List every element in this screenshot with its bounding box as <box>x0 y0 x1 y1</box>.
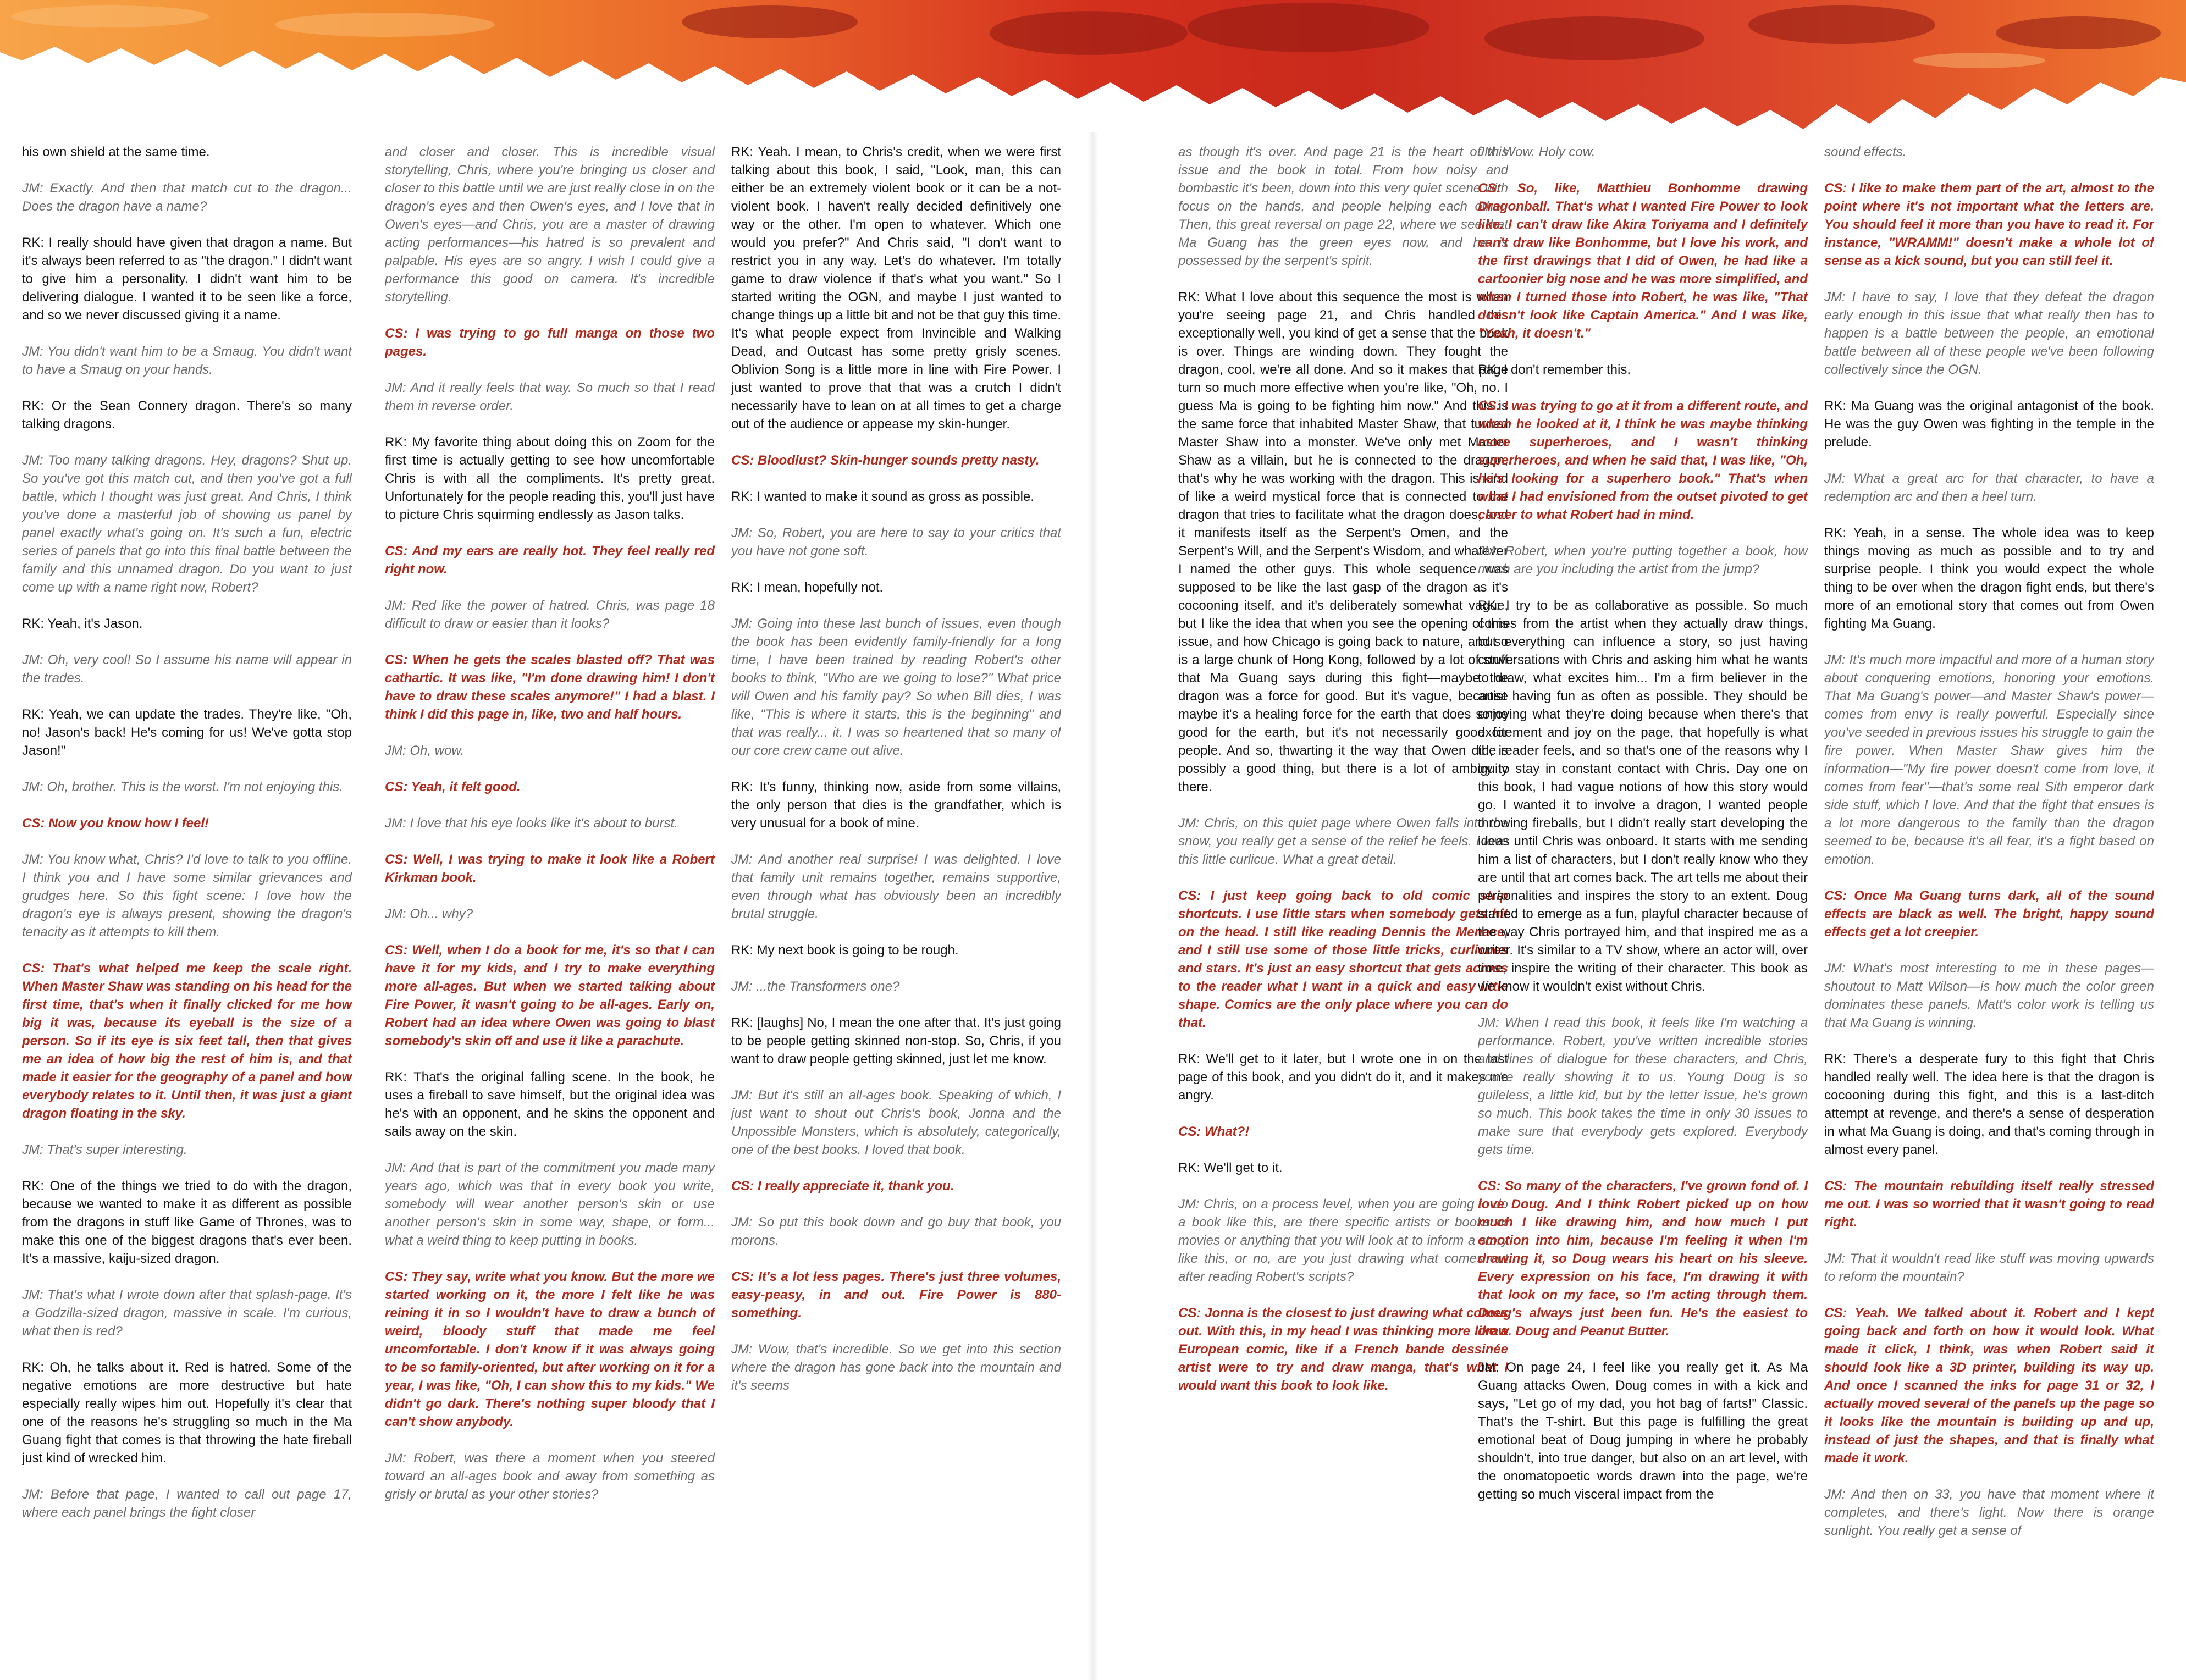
interview-paragraph: JM: And it really feels that way. So much so that I read them in reverse order. <box>385 380 715 413</box>
interview-paragraph: RK: I try to be as collaborative as possible. So much comes from the artist when they actually draw things, but everything can influence a story, so just having conversations with Chris and asking him what he wants to draw, what excites him... I'm a firm believer in the artist having fun as often as possible. They should be enjoying what they're doing because when there's that excitement and joy on the page, that hopefully is what the reader feels, and so that's one of the reasons why I try to stay in constant contact with Chris. Day one on this book, I had vague notions of how this story would go. I wanted it to involve a dragon, I wanted people throwing fireballs, but I didn't really start developing the ideas until Chris was onboard. It starts with me sending him a list of characters, but I don't really know who they are until that art comes back. The art tells me about their personalities and inspires the story to an extent. Doug started to emerge as a fun, playful character because of the way Chris portrayed him, and that inspired me as a writer. It's similar to a TV show, where an actor will, over time, inspire the writing of their character. This book as we know it wouldn't exist without Chris. <box>1478 598 1808 994</box>
interview-paragraph: RK: Yeah, in a sense. The whole idea was to keep things moving as much as possible and to try and surprise people. I think you would expect the whole thing to be over when the dragon fight ends, but there's more of an emotional story that comes out from Owen fighting Ma Guang. <box>1824 526 2154 631</box>
interview-paragraph: CS: It's a lot less pages. There's just three volumes, easy-peasy, in and out. Fire Power is 880-something. <box>731 1269 1061 1320</box>
interview-paragraph: RK: We'll get to it. <box>1178 1160 1283 1175</box>
right-page <box>1093 132 2186 1680</box>
interview-paragraph: JM: Going into these last bunch of issues, even though the book has been evidently family-friendly for a long time, I have been trained by reading Robert's other books to think, "Who are we going to lose?" What price will Owen and his family pay? So when Bill dies, I was like, "This is where it starts, this is the beginning" and that was really... it. I was so heartened that so many of our core crew came out alive. <box>731 616 1061 758</box>
interview-paragraph: RK: [laughs] No, I mean the one after that. It's just going to be people getting skinned non-stop. So, Chris, if you want to draw people getting skinned, just let me know. <box>731 1015 1061 1066</box>
interview-paragraph: RK: Yeah. I mean, to Chris's credit, when we were first talking about this book, I said, "Look, man, this can either be an extremely violent book or it can be a not-violent book. I haven't really decided definitively one way or the other. I'm open to whatever. Which one would you prefer?" And Chris said, "I don't want to restrict you in any way. Let's do whatever. I'm totally game to draw violence if that's what you want." So I started writing the OGN, and maybe I just wanted to change things up a little bit and not be that guy this time. It's what people expect from Invincible and Walking Dead, and Outcast has some pretty grisly scenes. Oblivion Song is a little more in line with Fire Power. I just wanted to prove that that was a crutch I didn't necessarily have to lean on at all times to get a charge out of the audience or appease my skin-hunger. <box>731 145 1061 432</box>
interview-paragraph: JM: Too many talking dragons. Hey, dragons? Shut up. So you've got this match cut, and then you've got a full battle, which I thought was just great. And Chris, I think you've done a masterful job of showing us panel by panel exactly what's going on. It's such a fun, electric series of panels that go into this final battle between the family and this unnamed dragon. Do you want to just come up with a name right now, Robert? <box>22 453 352 595</box>
interview-paragraph: JM: Oh... why? <box>385 907 473 921</box>
interview-paragraph: JM: Oh, very cool! So I assume his name will appear in the trades. <box>22 653 352 686</box>
interview-paragraph: and closer and closer. This is incredible visual storytelling, Chris, where you're bringing us closer and closer to this battle until we are just really close in on the dragon's eyes and then Owen's eyes, and I love that in Owen's eyes—and Chris, you are a master of drawing acting performances—his hatred is so prevalent and palpable. His eyes are so angry. I wish I could give a performance this good on camera. It's incredible storytelling. <box>385 145 715 305</box>
interview-paragraph: RK: It's funny, thinking now, aside from some villains, the only person that dies is the grandfather, which is very unusual for a book of mine. <box>731 780 1061 831</box>
interview-paragraph: CS: Bloodlust? Skin-hunger sounds pretty nasty. <box>731 453 1040 468</box>
interview-paragraph: JM: Chris, on a process level, when you are going to do a book like this, are there specific artists or books or movies or anything that you will look at to inform a story like this, or no, are you just drawing what comes out after reading Robert's scripts? <box>1178 1197 1508 1284</box>
interview-paragraph: CS: The mountain rebuilding itself really stressed me out. I was so worried that it wasn't going to read right. <box>1824 1179 2154 1230</box>
interview-paragraph: JM: Robert, when you're putting together a book, how much are you including the artist from the jump? <box>1478 544 1808 577</box>
interview-paragraph: CS: That's what helped me keep the scale right. When Master Shaw was standing on his head for the first time, that's when it finally clicked for me how big it was, because its eyeball is the size of a person. So if its eye is six feet tall, then that gives me an idea of how big the rest of him is, and that made it easier for the geography of a panel and how everybody relates to it. Until then, it was just a giant dragon floating in the sky. <box>22 961 352 1121</box>
interview-paragraph: JM: Red like the power of hatred. Chris, was page 18 difficult to draw or easier than it looks? <box>385 598 715 631</box>
interview-paragraph: JM: And then on 33, you have that moment where it completes, and there's light. Now there is orange sunlight. You really get a sense of <box>1824 1487 2154 1538</box>
interview-paragraph: CS: Yeah, it felt good. <box>385 780 521 794</box>
interview-paragraph: CS: Well, I was trying to make it look like a Robert Kirkman book. <box>385 852 715 885</box>
interview-paragraph: JM: ...the Transformers one? <box>731 979 900 994</box>
interview-paragraph: JM: And that is part of the commitment you made many years ago, which was that in every book you write, somebody will wear another person's skin or use another person's skin in some way, shape, or form... what a weird thing to keep putting in books. <box>385 1160 715 1248</box>
interview-paragraph: RK: My next book is going to be rough. <box>731 943 959 958</box>
interview-paragraph: JM: It's much more impactful and more of a human story about conquering emotions, honoring your emotions. That Ma Guang's power—and Master Shaw's power—comes from envy is really powerful. Especially since you've seeded in previous issues his struggle to gain the fire power. When Master Shaw gives him the information—"My fire power doesn't come from love, it comes from fear"—that's some real Sith emperor dark side stuff, which I love. And that the fight that ensues is a lot more dangerous to the family than the dragon seemed to be, because it's all fear, it's a fight based on emotion. <box>1824 653 2154 867</box>
interview-paragraph: CS: I was trying to go full manga on those two pages. <box>385 326 715 359</box>
interview-paragraph: RK: My favorite thing about doing this on Zoom for the first time is actually getting to see how uncomfortable Chris is with all the compliments. It's pretty great. Unfortunately for the people reading this, you'll just have to picture Chris squirming endlessly as Jason talks. <box>385 435 715 522</box>
interview-paragraph: RK: We'll get to it later, but I wrote one in on the last page of this book, and you didn't do it, and it makes me angry. <box>1178 1052 1508 1103</box>
interview-paragraph: RK: Yeah, it's Jason. <box>22 616 143 631</box>
interview-paragraph: JM: Before that page, I wanted to call out page 17, where each panel brings the fight closer <box>22 1487 352 1520</box>
interview-paragraph: RK: I mean, hopefully not. <box>731 580 884 595</box>
text-column-5 <box>1478 143 1808 1671</box>
interview-paragraph: RK: There's a desperate fury to this fight that Chris handled really well. The idea here is that the dragon is cocooning during this fight, and this is a last-ditch attempt at revenge, and there's a sense of desperation in what Ma Guang is doing, and that's coming through in almost every panel. <box>1824 1052 2154 1157</box>
interview-paragraph: CS: So, like, Matthieu Bonhomme drawing Dragonball. That's what I wanted Fire Power to look like. I can't draw like Akira Toriyama and I definitely can't draw like Bonhomme, but I love his work, and the first drawings that I did of Owen, he had like a cartoonier big nose and he was more simplified, and when I turned those into Robert, he was like, "That doesn't look like Captain America." And I was like, "Yeah, it doesn't." <box>1478 181 1808 341</box>
interview-paragraph: CS: I just keep going back to old comic strip shortcuts. I use little stars when somebody gets hit on the head. I still like reading Dennis the Menace, and I still use some of those little tricks, curlicues and stars. It's just an easy shortcut that gets across to the reader what I want in a quick and easy little shape. Comics are the only place where you can do that. <box>1178 888 1508 1030</box>
decorative-fire-banner <box>0 0 2186 132</box>
interview-paragraph: JM: That it wouldn't read like stuff was moving upwards to reform the mountain? <box>1824 1251 2154 1284</box>
interview-paragraph: JM: I have to say, I love that they defeat the dragon early enough in this issue that what really then has to happen is a battle between the people, an emotional battle between all of these people we've been following collectively since the OGN. <box>1824 290 2154 377</box>
interview-paragraph: CS: I really appreciate it, thank you. <box>731 1179 954 1193</box>
text-column-2 <box>385 143 715 1671</box>
interview-paragraph: sound effects. <box>1824 145 1907 159</box>
interview-paragraph: JM: But it's still an all-ages book. Speaking of which, I just want to shout out Chris's book, Jonna and the Unpossible Monsters, which is absolutely, categorically, one of the best books. I loved that book. <box>731 1088 1061 1157</box>
interview-paragraph: CS: Once Ma Guang turns dark, all of the sound effects are black as well. The bright, happy sound effects get a lot creepier. <box>1824 888 2154 940</box>
interview-paragraph: JM: When I read this book, it feels like I'm watching a performance. Robert, you've written incredible stories and lines of dialogue for these characters, and Chris, you're really showing it to us. Young Doug is so guileless, a little kid, but by the letter issue, he's grown so much. This book takes the time in only 30 issues to make sure that everybody gets explored. Everybody gets time. <box>1478 1015 1808 1157</box>
text-column-4 <box>1178 143 1508 1671</box>
interview-paragraph: RK: One of the things we tried to do with the dragon, because we wanted to make it as different as possible from the dragons in stuff like Game of Thrones, was to make this one of the biggest dragons that's ever been. It's a massive, kaiju-sized dragon. <box>22 1179 352 1266</box>
interview-paragraph: RK: What I love about this sequence the most is when you're seeing page 21, and Chris handled this exceptionally well, you kind of get a sense that the book is over. Things are winding down. They fought the dragon, cool, we're all done. And so it makes that page turn so much more effective when you're like, "Oh, no. I guess Ma is going to be fighting him now." And this is the same force that inhabited Master Shaw, that turned Master Shaw into a monster. We've only met Master Shaw as a villain, but he is connected to the dragon, that's why he was working with the dragon. This is kind of like a weird mystical force that is connected to the dragon that tries to facilitate what the dragon does, and it manifests itself as the Serpent's Omen, and the Serpent's Will, and the Serpent's Wisdom, and whatever I named the other guys. This whole sequence was supposed to be like the last gasp of the dragon as it's cocooning itself, and it's deliberately somewhat vague, but I like the idea that when you see the opening of this issue, and how Chicago is going back to nature, and so is a large chunk of Hong Kong, followed by a lot of stuff that Ma Guang says during this fight—maybe the dragon was a force for good. But it's vague, because maybe it's a healing force for the earth that does some good for the earth, but it's not necessarily good for people. And so, thwarting it the way that Owen did, is possibly a good thing, but there is a lot of ambiguity there. <box>1178 290 1508 794</box>
text-column-6 <box>1824 143 2154 1671</box>
interview-paragraph: RK: That's the original falling scene. In the book, he uses a fireball to save himself, but the original idea was he's with an opponent, and he skins the opponent and sails away on the skin. <box>385 1070 715 1139</box>
interview-paragraph: JM: That's what I wrote down after that splash-page. It's a Godzilla-sized dragon, massive in scale. I'm curious, what then is red? <box>22 1287 352 1339</box>
interview-paragraph: JM: Robert, was there a moment when you steered toward an all-ages book and away from something as grisly or brutal as your other stories? <box>385 1451 715 1502</box>
interview-paragraph: JM: Chris, on this quiet page where Owen falls into the snow, you really get a sense of the relief he feels. I love this little curlicue. What a great detail. <box>1178 816 1508 867</box>
interview-paragraph: RK: Ma Guang was the original antagonist of the book. He was the guy Owen was fighting in the temple in the prelude. <box>1824 399 2154 450</box>
interview-paragraph: JM: What's most interesting to me in these pages—shoutout to Matt Wilson—is how much the color green dominates these panels. Matt's color work is telling us that Ma Guang is winning. <box>1824 961 2154 1030</box>
interview-paragraph: as though it's over. And page 21 is the heart of this issue and the book in total. From how noisy and bombastic it's been, down into this very quiet scene with focus on the hands, and people helping each other. Then, this great reversal on page 22, where we see that Ma Guang has the green eyes now, and he is possessed by the serpent's spirit. <box>1178 145 1508 268</box>
interview-paragraph: CS: What?! <box>1178 1124 1250 1139</box>
interview-paragraph: JM: You know what, Chris? I'd love to talk to you offline. I think you and I have some similar grievances and grudges here. So this fight scene: I love how the dragon's eye is always present, showing the dragon's tenacity as it attempts to kill them. <box>22 852 352 940</box>
interview-paragraph: CS: Yeah. We talked about it. Robert and I kept going back and forth on how it would look. What made it click, I think, was when Robert said it should look like a 3D printer, building its way up. And once I scanned the inks for page 31 or 32, I actually moved several of the panels up the page so it looks like the mountain is building up and up, instead of just the shapes, and that is finally what made it work. <box>1824 1306 2154 1466</box>
interview-paragraph: RK: Yeah, we can update the trades. They're like, "Oh, no! Jason's back! He's coming for us! We've gotta stop Jason!" <box>22 707 352 758</box>
interview-paragraph: JM: Exactly. And then that match cut to the dragon... Does the dragon have a name? <box>22 181 352 214</box>
interview-paragraph: JM: What a great arc for that character, to have a redemption arc and then a heel turn. <box>1824 471 2154 504</box>
interview-paragraph: CS: So many of the characters, I've grown fond of. I love Doug. And I think Robert picked up on how much I like drawing him, and how much I put emotion into him, because I'm feeling it when I'm drawing it, so Doug wears his heart on his sleeve. Every expression on his face, I'm drawing it with that look on my face, so I'm acting through them. Doug's always just been fun. He's the easiest to draw. Doug and Peanut Butter. <box>1478 1179 1808 1339</box>
interview-paragraph: CS: I was trying to go at it from a different route, and when he looked at it, I think he was maybe thinking more superheroes, and I wasn't thinking superheroes, and when he said that, I was like, "Oh, he's looking for a superhero book." That's when what I had envisioned from the outset pivoted to get closer to what Robert had in mind. <box>1478 399 1808 522</box>
interview-paragraph: JM: Wow. Holy cow. <box>1478 145 1596 159</box>
text-column-1 <box>22 143 352 1671</box>
interview-paragraph: JM: I love that his eye looks like it's about to burst. <box>385 816 678 831</box>
interview-paragraph: JM: That's super interesting. <box>22 1142 187 1157</box>
text-column-3 <box>731 143 1061 1671</box>
interview-paragraph: his own shield at the same time. <box>22 145 210 159</box>
interview-paragraph: RK: Oh, he talks about it. Red is hatred. Some of the negative emotions are more destructive but hate especially really wipes him out. Hopefully it's clear that one of the reasons he's struggling so much in the Ma Guang fight that comes is that throwing the hate fireball just kind of wrecked him. <box>22 1360 352 1466</box>
interview-paragraph: CS: I like to make them part of the art, almost to the point where it's not important what the letters are. You should feel it more than you have to read it. For instance, "WRAMM!" doesn't make a whole lot of sense as a kick sound, but you can still feel it. <box>1824 181 2154 268</box>
interview-paragraph: JM: Oh, wow. <box>385 743 465 758</box>
interview-paragraph: JM: And another real surprise! I was delighted. I love that family unit remains together, remains supportive, even through what has obviously been an incredibly brutal struggle. <box>731 852 1061 921</box>
interview-paragraph: CS: Jonna is the closest to just drawing what comes out. With this, in my head I was thinking more like a European comic, like if a French bande dessinée artist were to try and draw manga, that's what I would want this book to look like. <box>1178 1306 1508 1393</box>
interview-paragraph: JM: You didn't want him to be a Smaug. You didn't want to have a Smaug on your hands. <box>22 344 352 377</box>
interview-paragraph: RK: Or the Sean Connery dragon. There's so many talking dragons. <box>22 399 352 432</box>
interview-paragraph: RK: I really should have given that dragon a name. But it's always been referred to as "the dragon." I didn't want to give him a personality. I didn't want him to be delivering dialogue. I wanted it to be seen like a force, and so we never discussed giving it a name. <box>22 235 352 323</box>
interview-paragraph: JM: Oh, brother. This is the worst. I'm not enjoying this. <box>22 780 343 794</box>
interview-paragraph: CS: They say, write what you know. But the more we started working on it, the more I felt like he was reining it in so I wouldn't have to draw a bunch of weird, bloody stuff that made me feel uncomfortable. I don't know if it was always going to be so family-oriented, but after working on it for a year, I was like, "Oh, I can show this to my kids." We didn't go dark. There's nothing super bloody that I can't show anybody. <box>385 1269 715 1429</box>
left-page <box>0 132 1093 1680</box>
interview-paragraph: CS: Well, when I do a book for me, it's so that I can have it for my kids, and I try to make everything more all-ages. But when we started talking about Fire Power, it wasn't going to be all-ages. Early on, Robert had an idea where Owen was going to blast somebody's skin off and use it like a parachute. <box>385 943 715 1048</box>
interview-paragraph: CS: When he gets the scales blasted off? That was cathartic. It was like, "I'm done drawing him! I don't have to draw these scales anymore!" I had a blast. I think I did this page in, like, two and half hours. <box>385 653 715 722</box>
interview-paragraph: JM: So put this book down and go buy that book, you morons. <box>731 1215 1061 1248</box>
interview-paragraph: JM: On page 24, I feel like you really get it. As Ma Guang attacks Owen, Doug comes in with a kick and says, "Let go of my dad, you hot bag of farts!" Classic. That's the T-shirt. But this page is fulfilling the great emotional beat of Doug jumping in where he probably shouldn't, into true danger, but also on an art level, with the onomatopoetic words drawn into the page, we're getting so much visceral impact from the <box>1478 1360 1808 1502</box>
interview-paragraph: CS: And my ears are really hot. They feel really red right now. <box>385 544 715 577</box>
interview-paragraph: CS: Now you know how I feel! <box>22 816 209 831</box>
interview-paragraph: RK: I don't remember this. <box>1478 362 1631 377</box>
interview-paragraph: JM: Wow, that's incredible. So we get into this section where the dragon has gone back into the mountain and it's seems <box>731 1342 1061 1393</box>
interview-paragraph: JM: So, Robert, you are here to say to your critics that you have not gone soft. <box>731 526 1061 559</box>
interview-paragraph: RK: I wanted to make it sound as gross as possible. <box>731 489 1034 504</box>
